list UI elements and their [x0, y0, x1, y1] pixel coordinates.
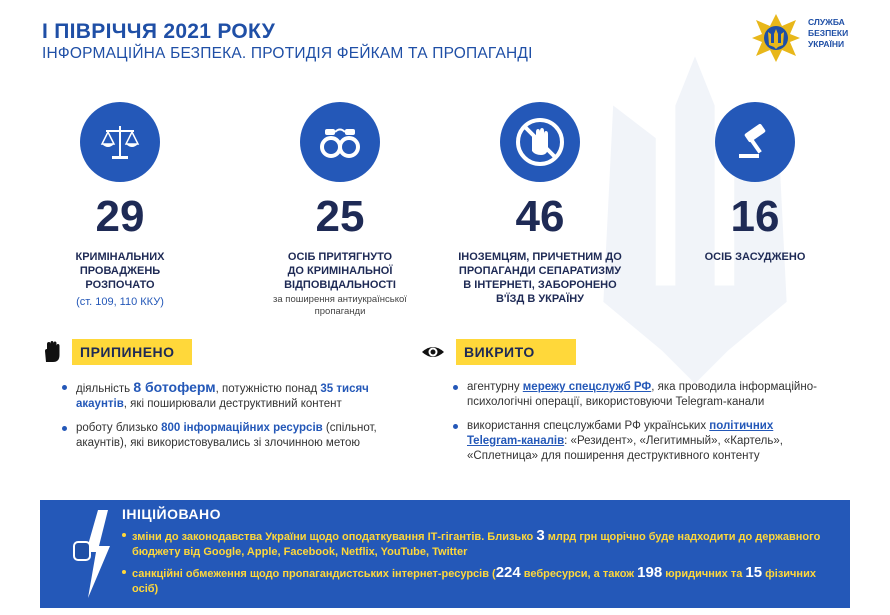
initiated-panel	[40, 500, 850, 608]
no-entry-hand-icon	[500, 102, 580, 182]
stopped-label: ПРИПИНЕНО	[72, 339, 192, 365]
stat-number: 25	[315, 192, 365, 241]
exposed-section-header	[418, 339, 576, 365]
stat-description: ОСІБ ПРИТЯГНУТО ДО КРИМІНАЛЬНОЇ ВІДПОВІДАЛЬНОСТІ	[284, 251, 396, 291]
stat-number: 29	[95, 192, 145, 241]
logo-text: СЛУЖБА БЕЗПЕКИ УКРАЇНИ	[808, 17, 849, 49]
list-item: діяльність 8 ботоферм, потужністю понад 35 тисяч акаунтів, які поширювали деструктивний контент	[62, 380, 392, 412]
stat-subnote: за поширення антиукраїнської пропаганди	[273, 294, 407, 317]
stat-note: (ст. 109, 110 ККУ)	[76, 296, 164, 308]
exposed-label: ВИКРИТО	[456, 339, 576, 365]
stat-description: КРИМІНАЛЬНИХ ПРОВАДЖЕНЬ РОЗПОЧАТО	[75, 251, 165, 291]
stat-persons-charged	[230, 102, 450, 318]
initiated-list	[122, 528, 837, 602]
scales-icon	[80, 102, 160, 182]
stop-hand-icon	[40, 340, 64, 364]
stat-foreigners-banned	[430, 102, 650, 306]
stopped-section-header	[40, 339, 192, 365]
initiated-label: ІНІЦІЙОВАНО	[122, 506, 221, 522]
trident-emblem-icon	[750, 12, 802, 64]
stat-description: ОСІБ ЗАСУДЖЕНО	[704, 251, 806, 263]
list-item: роботу близько 800 інформаційних ресурсів (спільнот, акаунтів), які використовувались зі злочинною метою	[62, 421, 392, 451]
list-item: санкційні обмеження щодо пропагандистських інтернет-ресурсів (224 вебресурси, а також 198 юридичних та 15 фізичних осіб)	[122, 565, 837, 597]
stat-number: 46	[515, 192, 565, 241]
gavel-icon	[715, 102, 795, 182]
page-subtitle: ІНФОРМАЦІЙНА БЕЗПЕКА. ПРОТИДІЯ ФЕЙКАМ ТА ПРОПАГАНДІ	[42, 45, 533, 62]
list-item: використання спецслужбами РФ українських політичних Telegram-каналів: «Резидент», «Легитимный», «Картель», «Сплетница» для поширення деструктивного контенту	[453, 419, 823, 464]
page-title: І ПІВРІЧЧЯ 2021 РОКУ	[42, 20, 276, 43]
stat-persons-convicted	[645, 102, 865, 264]
fist-lightning-icon	[68, 508, 128, 600]
eye-icon	[418, 340, 448, 364]
stopped-list	[62, 380, 392, 460]
stat-description: ІНОЗЕМЦЯМ, ПРИЧЕТНИМ ДО ПРОПАГАНДИ СЕПАРАТИЗМУ В ІНТЕРНЕТІ, ЗАБОРОНЕНО В'ЇЗД В УКРАЇНУ	[458, 251, 622, 305]
list-item: агентурну мережу спецслужб РФ, яка проводила інформаційно-психологічні операції, використовуючи Telegram-канали	[453, 380, 823, 410]
stat-criminal-proceedings	[10, 102, 230, 308]
exposed-list	[453, 380, 823, 473]
stat-number: 16	[730, 192, 780, 241]
list-item: зміни до законодавства України щодо оподаткування ІТ-гігантів. Близько 3 млрд грн щорічно буде надходити до державного бюджету від Google, Apple, Facebook, Netflix, YouTube, Twitter	[122, 528, 837, 560]
handcuffs-icon	[300, 102, 380, 182]
